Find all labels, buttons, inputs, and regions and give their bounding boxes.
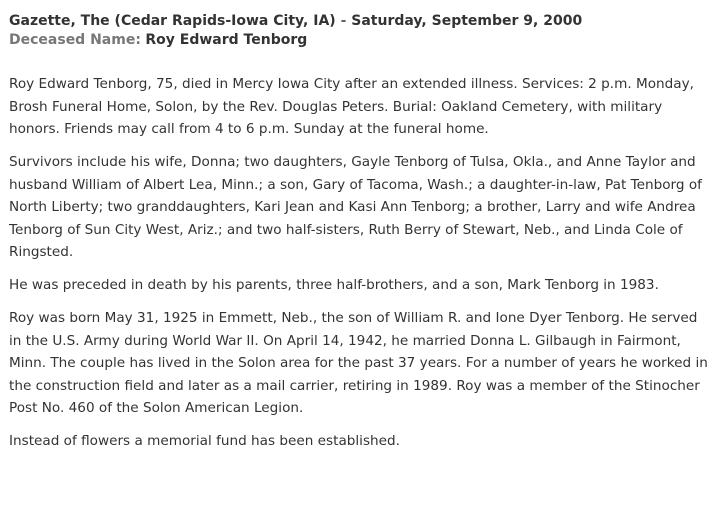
paragraph-preceded: He was preceded in death by his parents, three half-brothers, and a son, Mark Tenborg in 1983. (9, 277, 659, 293)
deceased-line (9, 31, 709, 50)
publication-line (9, 12, 709, 31)
publication-date: Saturday, September 9, 2000 (351, 13, 583, 29)
obituary-header (9, 12, 709, 50)
paragraph-memorial: Instead of flowers a memorial fund has been established. (9, 433, 400, 449)
obituary-body (9, 73, 709, 453)
publication-separator: - (335, 13, 352, 29)
deceased-name: Roy Edward Tenborg (145, 32, 308, 48)
paragraph-biography: Roy was born May 31, 1925 in Emmett, Neb., the son of William R. and Ione Dyer Tenborg. He served in the U.S. Army during World War II. On April 14, 1942, he married Donna L. Gilbaugh in Fairmont, Minn. The couple has lived in the Solon area for the past 37 years. For a number of years he worked in the construction field and later as a mail carrier, retiring in 1989. Roy was a member of the Stinocher Post No. 460 of the Solon American Legion. (9, 310, 708, 416)
paragraph-survivors: Survivors include his wife, Donna; two daughters, Gayle Tenborg of Tulsa, Okla., and Anne Taylor and husband William of Albert Lea, Minn.; a son, Gary of Tacoma, Wash.; a daughter-in-law, Pat Tenborg of North Liberty; two granddaughters, Kari Jean and Kasi Ann Tenborg; a brother, Larry and wife Andrea Tenborg of Sun City West, Ariz.; and two half-sisters, Ruth Berry of Stewart, Neb., and Linda Cole of Ringsted. (9, 154, 702, 260)
paragraph-death-notice: Roy Edward Tenborg, 75, died in Mercy Iowa City after an extended illness. Services: 2 p.m. Monday, Brosh Funeral Home, Solon, by the Rev. Douglas Peters. Burial: Oakland Cemetery, with military honors. Friends may call from 4 to 6 p.m. Sunday at the funeral home. (9, 76, 694, 137)
deceased-label: Deceased Name: (9, 32, 141, 48)
publication-name: Gazette, The (Cedar Rapids-Iowa City, IA) (9, 13, 336, 29)
